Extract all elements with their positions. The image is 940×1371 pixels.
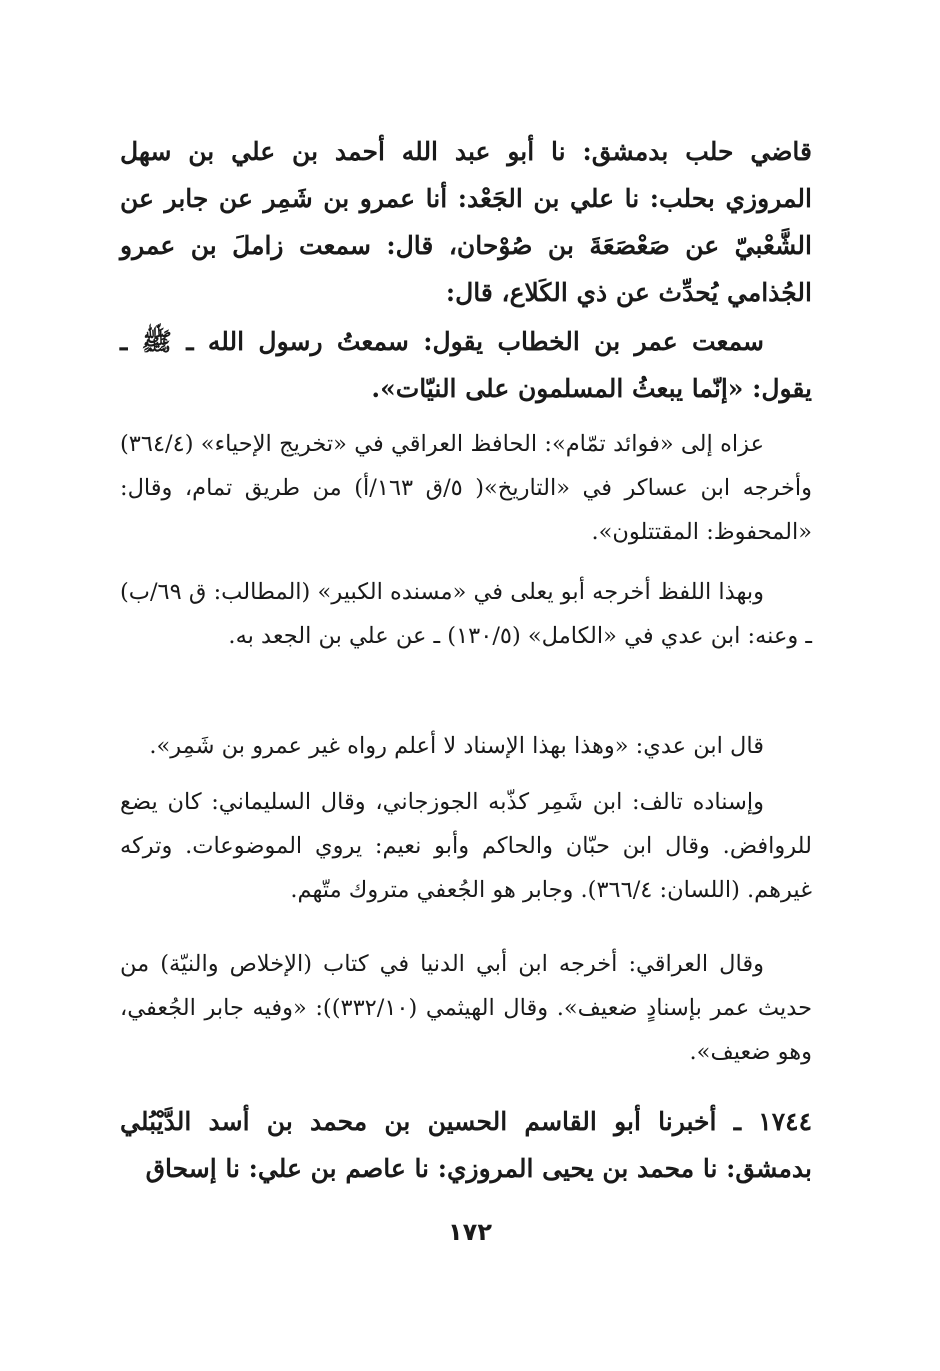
takhrij-note-2: وبهذا اللفظ أخرجه أبو يعلى في «مسنده الكبير» (المطالب: ق ٦٩/ب) ـ وعنه: ابن عدي في «الكامل» (١٣٠/٥) ـ عن علي بن الجعد به. — [120, 579, 812, 649]
takhrij-note-1: عزاه إلى «فوائد تمّام»: الحافظ العراقي في «تخريج الإحياء» (٣٦٤/٤) وأخرجه ابن عساكر في «التاريخ»( ٥/ق ١٦٣/أ) من طريق تمام، وقال: «المحفوظ: المقتتلون». — [120, 431, 812, 545]
hadith-chain-text: قاضي حلب بدمشق: نا أبو عبد الله أحمد بن علي بن سهل المروزي بحلب: نا علي بن الجَعْد: أنا عمرو بن شَمِر عن جابر عن الشَّعْبيّ عن صَعْصَعَةَ بن صُوْحان، قال: سمعت زاملَ بن عمرو الجُذامي يُحدِّث عن ذي الكَلاع، قال: — [120, 137, 812, 307]
iraqi-haythami-note: وقال العراقي: أخرجه ابن أبي الدنيا في كتاب (الإخلاص والنيّة) من حديث عمر بإسنادٍ ضعيف». وقال الهيثمي (٣٣٢/١٠)): «وفيه جابر الجُعفي، وهو ضعيف». — [120, 951, 812, 1065]
page-number: ١٧٢ — [448, 1218, 492, 1246]
hadith-1744-chain: ١٧٤٤ ـ أخبرنا أبو القاسم الحسين بن محمد بن أسد الدَّيْبُلي بدمشق: نا محمد بن يحيى المروزي: نا عاصم بن علي: نا إسحاق — [120, 1107, 812, 1183]
hadith-matn-text: سمعت عمر بن الخطاب يقول: سمعتُ رسول الله ـ ﷺ ـ يقول: «إنّما يبعثُ المسلمون على النيّات». — [120, 327, 812, 403]
ibn-adi-quote: قال ابن عدي: «وهذا بهذا الإسناد لا أعلم رواه غير عمرو بن شَمِر». — [149, 733, 764, 759]
isnad-assessment: وإسناده تالف: ابن شَمِر كذّبه الجوزجاني، وقال السليماني: كان يضع للروافض. وقال ابن حبّان والحاكم وأبو نعيم: يروي الموضوعات. وتركه غيرهم. (اللسان: ٣٦٦/٤). وجابر هو الجُعفي متروك متّهم. — [120, 789, 812, 903]
